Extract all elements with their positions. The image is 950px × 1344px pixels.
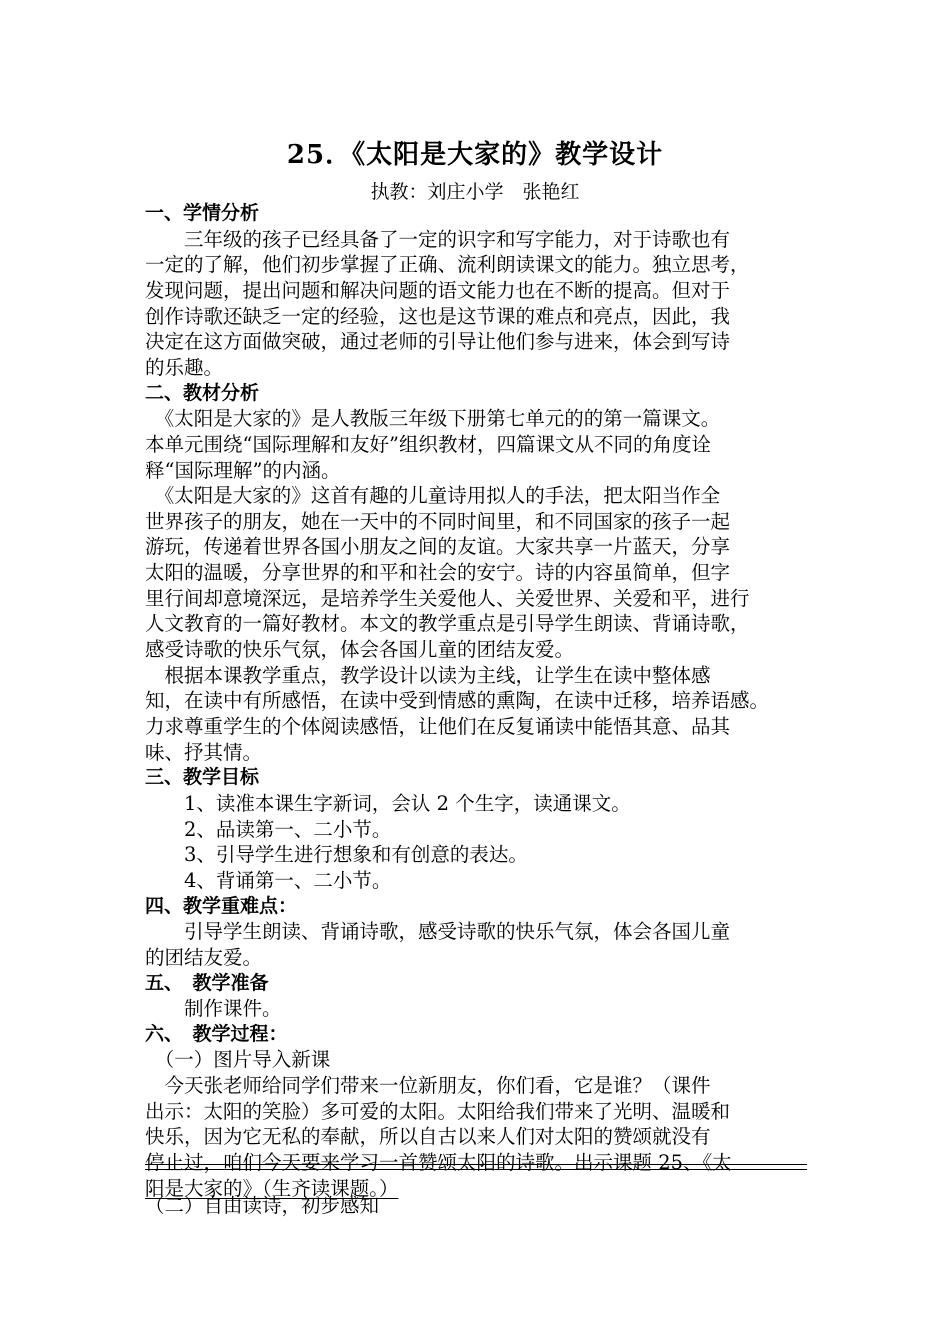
page-divider-bottom — [145, 1169, 807, 1170]
section-heading: 六、 教学过程： — [145, 1022, 288, 1045]
body-text-line: 本单元围绕“国际理解和友好”组织教材，四篇课文从不同的角度诠 — [145, 432, 711, 456]
body-text-line: 发现问题，提出问题和解决问题的语文能力也在不断的提高。但对于 — [145, 278, 731, 302]
body-text-line: 里行间却意境深远，是培养学生关爱他人、关爱世界、关爱和平，进行 — [145, 586, 750, 610]
body-text-line: 三年级的孩子已经具备了一定的识字和写字能力，对于诗歌也有 — [145, 227, 731, 251]
body-text-line: 游玩，传递着世界各国小朋友之间的友谊。大家共享一片蓝天，分享 — [145, 535, 731, 559]
body-text-line: 太阳的温暖，分享世界的和平和社会的安宁。诗的内容虽简单，但字 — [145, 561, 731, 585]
body-text-line: 制作课件。 — [145, 997, 282, 1021]
section-heading: 四、教学重难点： — [145, 894, 298, 917]
section-heading: 二、教材分析 — [145, 381, 260, 404]
section-heading: 五、 教学准备 — [145, 971, 269, 994]
body-text-line: 人文教育的一篇好教材。本文的教学重点是引导学生朗读、背诵诗歌， — [145, 612, 750, 636]
body-text-line: 1、读准本课生字新词，会认 2 个生字，读通课文。 — [145, 791, 631, 815]
body-text-line: 引导学生朗读、背诵诗歌，感受诗歌的快乐气氛，体会各国儿童 — [145, 920, 731, 944]
body-text-line: 的团结友爱。 — [145, 945, 263, 969]
body-text-line: 释“国际理解”的内涵。 — [145, 458, 341, 482]
body-text-line: 一定的了解，他们初步掌握了正确、流利朗读课文的能力。独立思考， — [145, 253, 750, 277]
body-text-line: 阳是大家的》（生齐读课题。） — [145, 1176, 399, 1200]
body-text-line: 出示：太阳的笑脸）多可爱的太阳。太阳给我们带来了光明、温暖和 — [145, 1099, 731, 1123]
body-text-line: 4、背诵第一、二小节。 — [145, 868, 392, 892]
section-heading: 一、学情分析 — [145, 202, 260, 224]
body-text-line: 快乐，因为它无私的奉献，所以自古以来人们对太阳的赞颂就没有 — [145, 1125, 711, 1149]
body-text-line: 决定在这方面做突破，通过老师的引导让他们参与进来，体会到写诗 — [145, 330, 731, 354]
body-text-line: （一）图片导入新课 — [145, 1048, 331, 1072]
body-text-line: 创作诗歌还缺乏一定的经验，这也是这节课的难点和亮点，因此，我 — [145, 304, 731, 328]
body-text-line: 2、品读第一、二小节。 — [145, 817, 392, 841]
body-text-line: 3、引导学生进行想象和有创意的表达。 — [145, 843, 528, 867]
body-text-line: 停止过，咱们今天要来学习一首赞颂太阳的诗歌。出示课题 25、《太 — [145, 1151, 732, 1175]
body-text-line: 知，在读中有所感悟，在读中受到情感的熏陶，在读中迁移，培养语感。 — [145, 689, 770, 713]
document-title: 25．《太阳是大家的》教学设计 — [286, 140, 664, 170]
body-text-line: 力求尊重学生的个体阅读感悟，让他们在反复诵读中能悟其意、品其 — [145, 715, 731, 738]
page-divider-top — [145, 1164, 807, 1165]
body-text-line: 感受诗歌的快乐气氛，体会各国儿童的团结友爱。 — [145, 638, 575, 662]
body-text-line: 《太阳是大家的》是人教版三年级下册第七单元的的第一篇课文。 — [145, 407, 721, 431]
body-text-line: 的乐趣。 — [145, 355, 224, 379]
author-line: 执教：刘庄小学 张艳红 — [370, 181, 580, 203]
body-text-line: 根据本课教学重点，教学设计以读为主线，让学生在读中整体感 — [145, 663, 711, 687]
body-text-line: 《太阳是大家的》这首有趣的儿童诗用拟人的手法，把太阳当作全 — [145, 484, 721, 508]
body-text-line: 世界孩子的朋友，她在一天中的不同时间里，和不同国家的孩子一起 — [145, 509, 731, 533]
body-text-line: 今天张老师给同学们带来一位新朋友，你们看，它是谁？（课件 — [145, 1074, 711, 1098]
next-section-heading: （二）自由读诗，初步感知 — [145, 1194, 380, 1217]
body-text-line: 味、抒其情。 — [145, 740, 263, 764]
section-heading: 三、教学目标 — [145, 766, 260, 789]
